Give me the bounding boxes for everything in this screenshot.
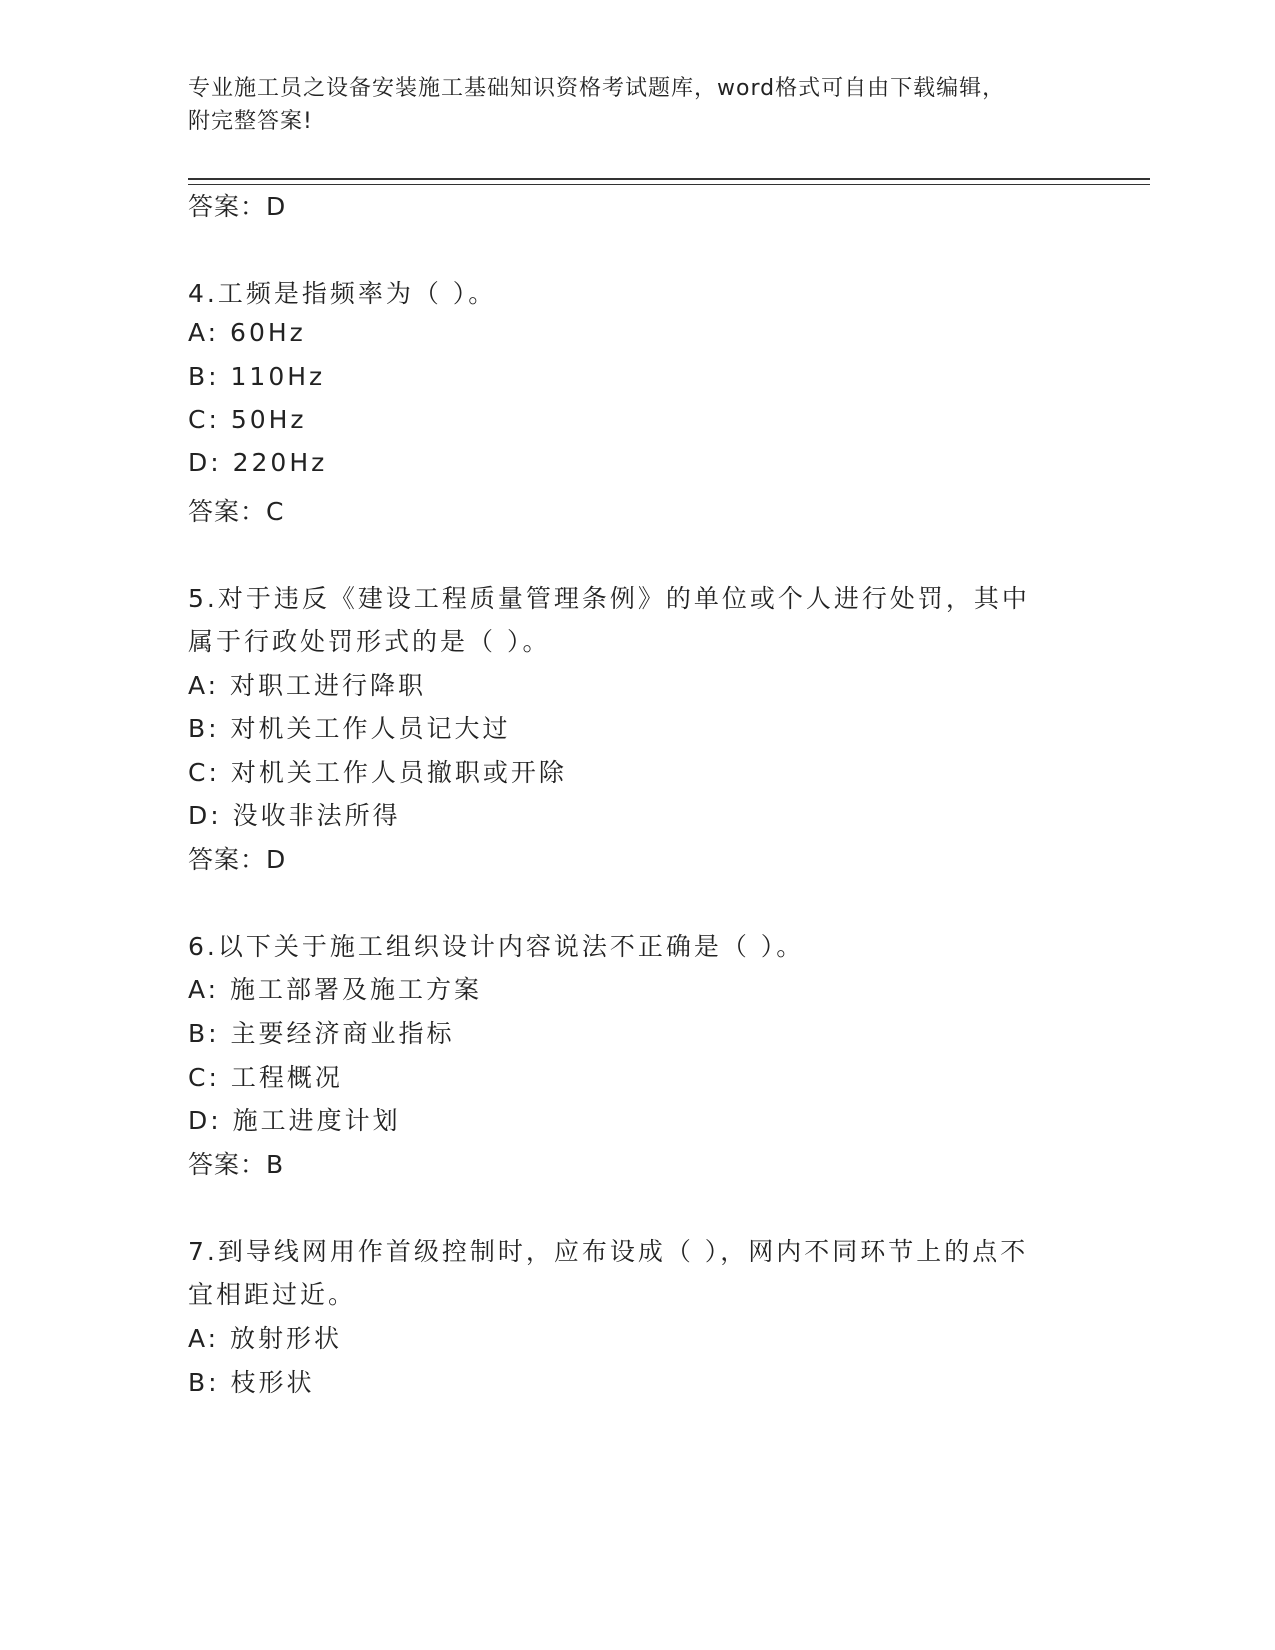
header-rule-thick (188, 178, 1150, 180)
question-stem: 6.以下关于施工组织设计内容说法不正确是（ ）。 (188, 932, 805, 961)
option-b: B: 对机关工作人员记大过 (188, 714, 511, 743)
option-c: C: 50Hz (188, 405, 307, 434)
option-c: C: 对机关工作人员撤职或开除 (188, 758, 567, 787)
question-stem-cont: 属于行政处罚形式的是（ ）。 (188, 627, 551, 656)
option-b: B: 110Hz (188, 362, 326, 391)
header-line-2: 附完整答案! (188, 109, 313, 134)
option-a: A: 放射形状 (188, 1324, 343, 1353)
answer-line: 答案：D (188, 845, 287, 874)
question-stem: 4.工频是指频率为（ ）。 (188, 279, 497, 308)
header-line-1: 专业施工员之设备安装施工基础知识资格考试题库，word格式可自由下载编辑， (188, 76, 1006, 101)
question-stem-cont: 宜相距过近。 (188, 1280, 357, 1309)
answer-line: 答案：D (188, 192, 287, 221)
question-stem: 7.到导线网用作首级控制时，应布设成（ ），网内不同环节上的点不 (188, 1237, 1029, 1266)
option-d: D: 没收非法所得 (188, 801, 401, 830)
option-a: A: 60Hz (188, 318, 306, 347)
question-stem: 5.对于违反《建设工程质量管理条例》的单位或个人进行处罚，其中 (188, 584, 1030, 613)
option-b: B: 枝形状 (188, 1368, 315, 1397)
option-b: B: 主要经济商业指标 (188, 1019, 455, 1048)
option-d: D: 施工进度计划 (188, 1106, 401, 1135)
option-c: C: 工程概况 (188, 1063, 343, 1092)
answer-line: 答案：C (188, 497, 285, 526)
header-rule-thin (188, 184, 1150, 185)
answer-line: 答案：B (188, 1150, 285, 1179)
option-d: D: 220Hz (188, 448, 328, 477)
option-a: A: 施工部署及施工方案 (188, 975, 483, 1004)
option-a: A: 对职工进行降职 (188, 671, 427, 700)
document-header (188, 72, 1068, 138)
